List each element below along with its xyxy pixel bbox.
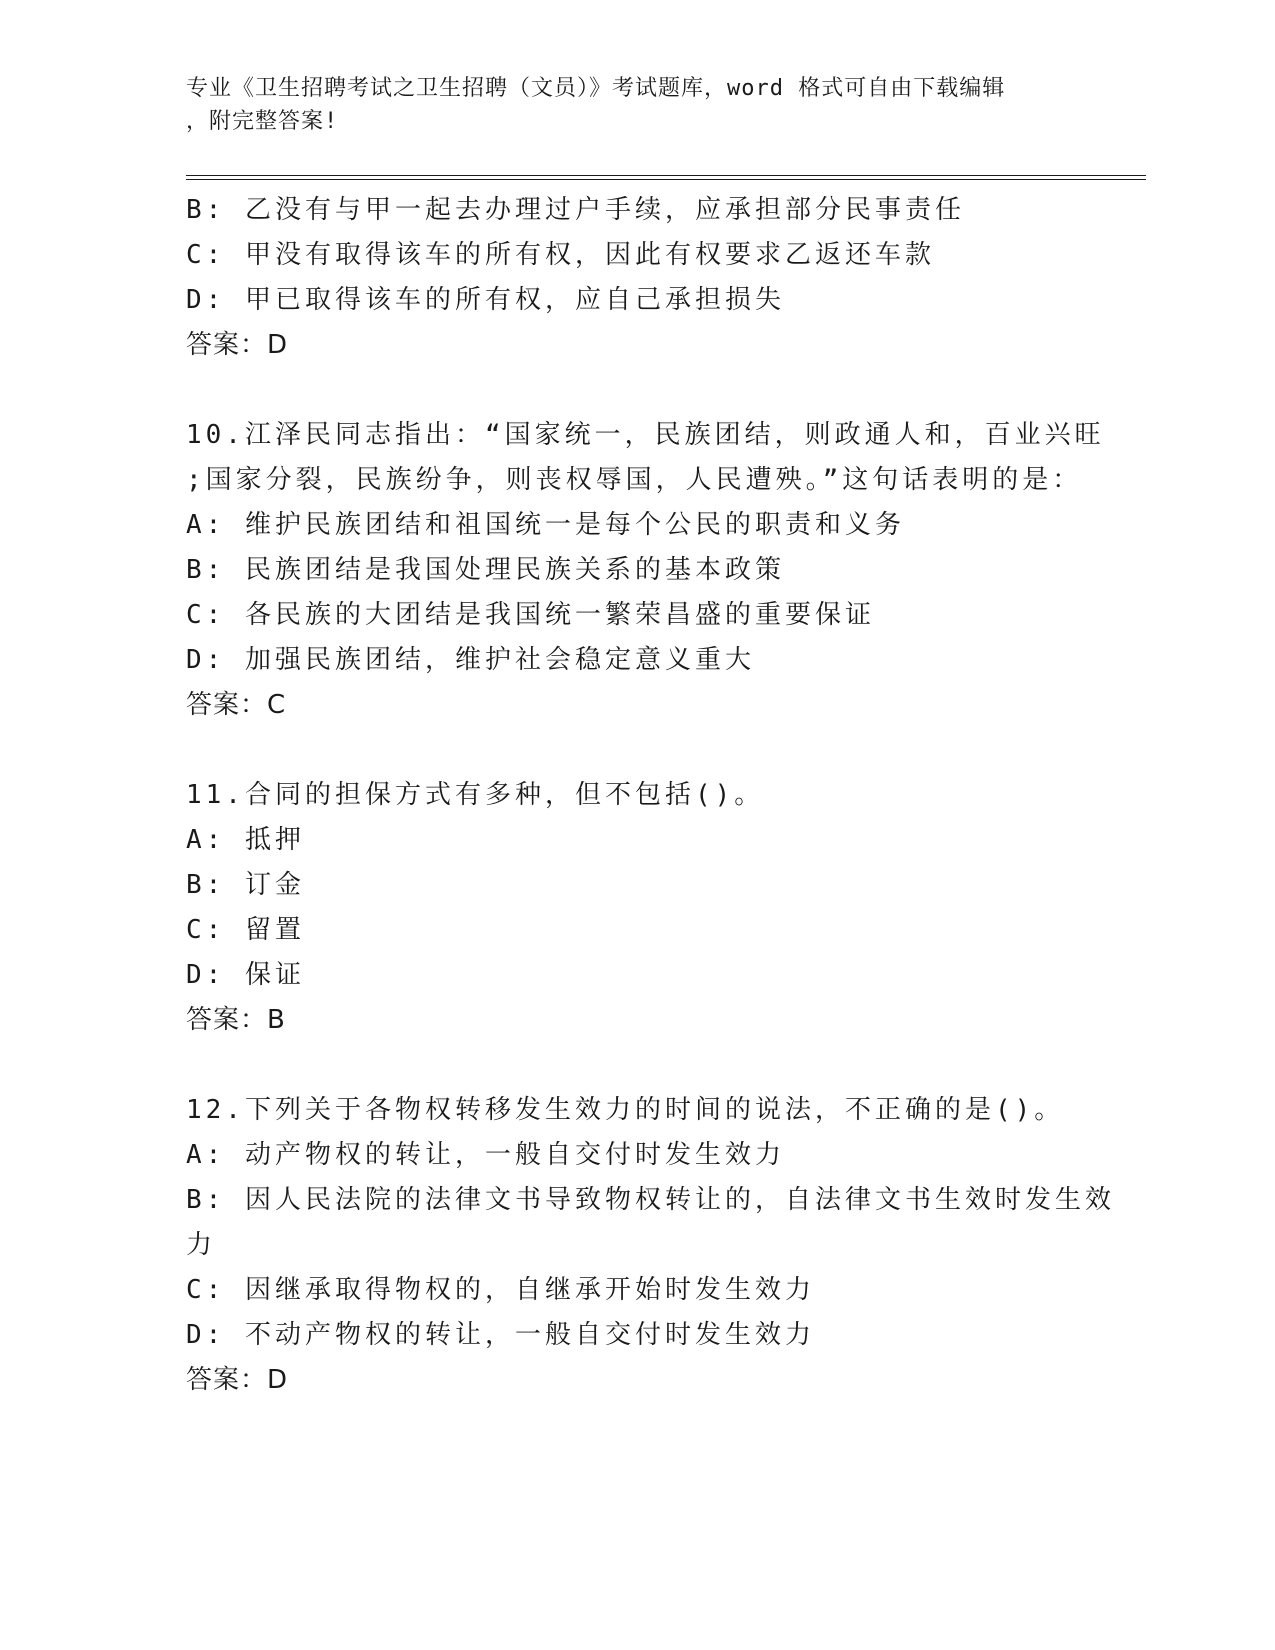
spacer <box>186 1043 1086 1088</box>
question-list <box>186 188 1115 1403</box>
answer-label: 答案：D <box>186 1365 289 1395</box>
option-a: A: 维护民族团结和祖国统一是每个公民的职责和义务 <box>186 510 905 540</box>
option-a: A: 抵押 <box>186 825 305 855</box>
option-d: D: 不动产物权的转让，一般自交付时发生效力 <box>186 1320 815 1350</box>
option-b: B: 民族团结是我国处理民族关系的基本政策 <box>186 555 785 585</box>
question-9-tail <box>186 188 1086 368</box>
option-b-continued: 力 <box>186 1230 217 1260</box>
spacer <box>186 728 1086 773</box>
option-b: B: 因人民法院的法律文书导致物权转让的，自法律文书生效时发生效 <box>186 1185 1115 1215</box>
question-text-continued: ;国家分裂，民族纷争，则丧权辱国，人民遭殃。”这句话表明的是： <box>186 465 1083 495</box>
option-d: D: 甲已取得该车的所有权，应自己承担损失 <box>186 285 785 315</box>
answer-label: 答案：D <box>186 330 289 360</box>
option-a: A: 动产物权的转让，一般自交付时发生效力 <box>186 1140 785 1170</box>
option-c: C: 各民族的大团结是我国统一繁荣昌盛的重要保证 <box>186 600 875 630</box>
answer-label: 答案：C <box>186 690 287 720</box>
question-10 <box>186 413 1105 728</box>
option-d: D: 加强民族团结，维护社会稳定意义重大 <box>186 645 755 675</box>
spacer <box>186 368 1086 413</box>
option-b: B: 乙没有与甲一起去办理过户手续，应承担部分民事责任 <box>186 195 965 225</box>
question-11 <box>186 773 1086 1043</box>
document-header <box>186 72 1076 138</box>
option-c: C: 留置 <box>186 915 305 945</box>
question-text: 12.下列关于各物权转移发生效力的时间的说法，不正确的是()。 <box>186 1095 1065 1125</box>
header-line-1: 专业《卫生招聘考试之卫生招聘（文员）》考试题库，word 格式可自由下载编辑 <box>186 76 1006 101</box>
question-text: 10.江泽民同志指出：“国家统一，民族团结，则政通人和，百业兴旺 <box>186 420 1105 450</box>
header-line-2: ，附完整答案! <box>186 109 339 134</box>
header-double-rule <box>186 175 1146 180</box>
option-b: B: 订金 <box>186 870 305 900</box>
option-c: C: 甲没有取得该车的所有权，因此有权要求乙返还车款 <box>186 240 935 270</box>
option-d: D: 保证 <box>186 960 305 990</box>
option-c: C: 因继承取得物权的，自继承开始时发生效力 <box>186 1275 815 1305</box>
question-text: 11.合同的担保方式有多种，但不包括()。 <box>186 780 765 810</box>
question-12 <box>186 1088 1115 1403</box>
answer-label: 答案：B <box>186 1005 286 1035</box>
